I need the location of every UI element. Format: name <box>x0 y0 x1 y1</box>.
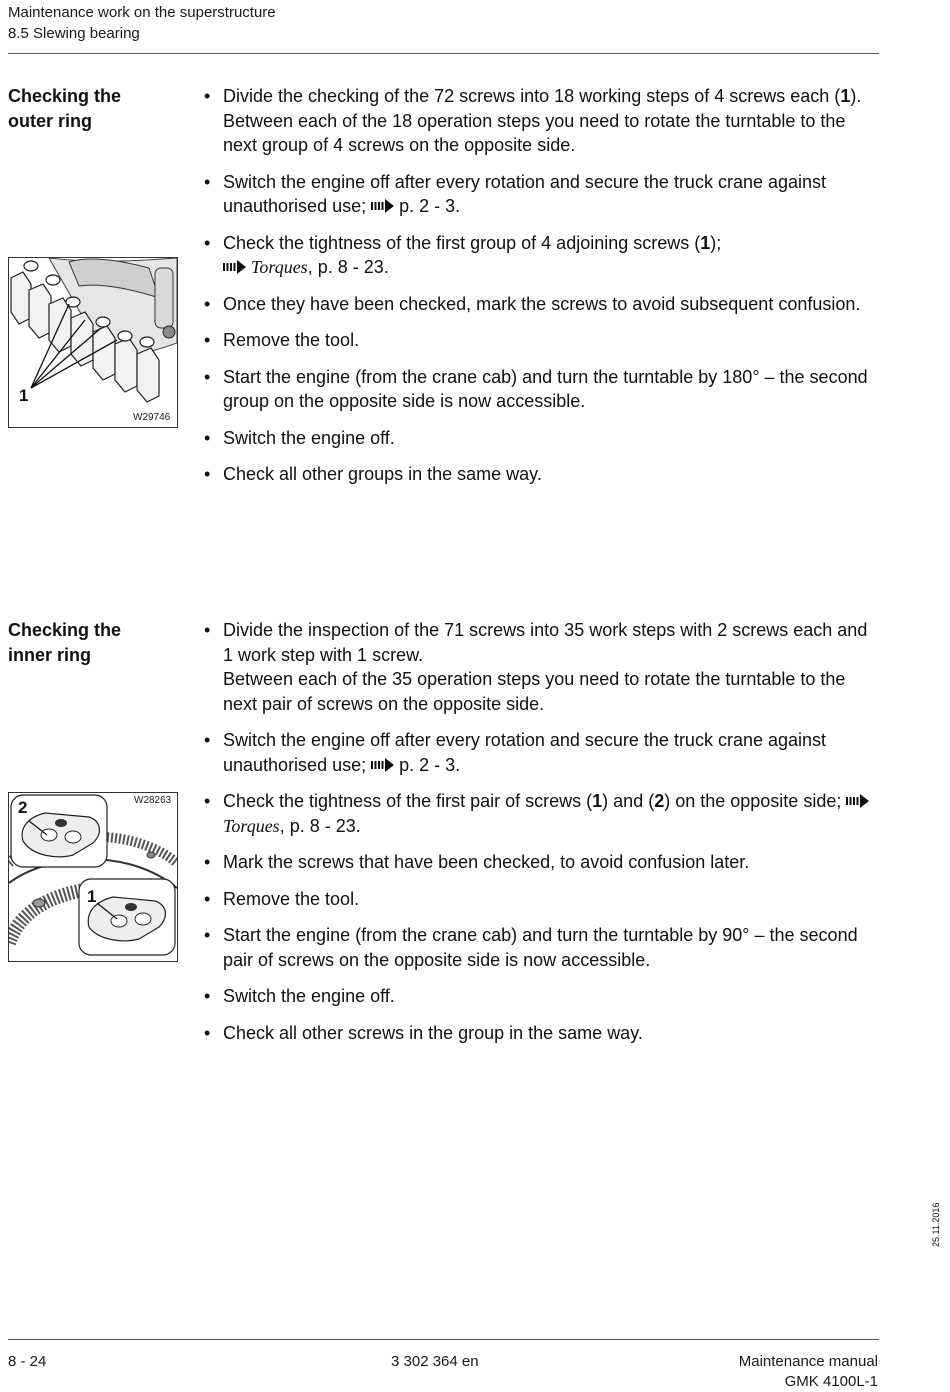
outer-ring-steps <box>202 84 882 499</box>
inner-callout-2: 2 <box>18 798 28 817</box>
inner-figure-code: W28263 <box>134 795 172 806</box>
list-item: • Switch the engine off after every rotation and secure the truck crane against unauthorised use; p. 2 - 3. <box>202 170 882 219</box>
inner-ring-heading: Checking the inner ring <box>8 620 122 665</box>
outer-ring-figure <box>8 257 178 428</box>
list-item: • Start the engine (from the crane cab) and turn the turntable by 90° – the second pair of screws on the opposite side is now accessible. <box>202 923 882 972</box>
outer-callout-1: 1 <box>19 386 29 405</box>
manual-title: Maintenance manual GMK 4100L-1 <box>738 1353 878 1390</box>
torques-reference-link[interactable]: Torques <box>251 257 308 277</box>
list-item: • Switch the engine off. <box>202 984 882 1009</box>
list-item: • Check the tightness of the first group of 4 adjoining screws (1); Torques, p. 8 - 23. <box>202 231 882 280</box>
outer-ring-heading: Checking the outer ring <box>8 86 122 131</box>
document-number: 3 302 364 en <box>391 1353 479 1370</box>
reference-arrow-icon <box>846 794 870 808</box>
list-item: • Check all other screws in the group in the same way. <box>202 1021 882 1046</box>
running-header <box>8 2 276 44</box>
inner-ring-steps <box>202 618 882 1057</box>
list-item: • Switch the engine off. <box>202 426 882 451</box>
list-item: • Remove the tool. <box>202 887 882 912</box>
list-item: • Start the engine (from the crane cab) and turn the turntable by 180° – the second group on the opposite side is now accessible. <box>202 365 882 414</box>
reference-arrow-icon <box>371 199 395 213</box>
page-number: 8 - 24 <box>8 1353 47 1370</box>
list-item: • Once they have been checked, mark the screws to avoid subsequent confusion. <box>202 292 882 317</box>
list-item: • Divide the checking of the 72 screws into 18 working steps of 4 screws each (1). Between each of the 18 operation steps you need to rotate the turntable to the next group of 4 screws on the opposite side. <box>202 84 882 158</box>
header-section: 8.5 Slewing bearing <box>8 25 140 42</box>
torques-reference-link[interactable]: Torques <box>223 815 280 836</box>
inner-callout-1: 1 <box>87 887 97 906</box>
outer-figure-code: W29746 <box>133 412 171 423</box>
reference-arrow-icon <box>223 260 247 274</box>
list-item: • Mark the screws that have been checked, to avoid confusion later. <box>202 850 882 875</box>
list-item: • Check the tightness of the first pair of screws (1) and (2) on the opposite side; Torques, p. 8 - 23. <box>202 789 882 838</box>
list-item: • Remove the tool. <box>202 328 882 353</box>
inner-ring-figure <box>8 792 178 962</box>
footer-rule <box>8 1339 879 1340</box>
header-rule <box>8 53 879 54</box>
inner-ring-illustration <box>9 793 177 961</box>
header-chapter: Maintenance work on the superstructure <box>8 4 276 21</box>
reference-arrow-icon <box>371 758 395 772</box>
outer-ring-illustration <box>9 258 177 427</box>
list-item: • Switch the engine off after every rotation and secure the truck crane against unauthorised use; p. 2 - 3. <box>202 728 882 777</box>
list-item: • Divide the inspection of the 71 screws into 35 work steps with 2 screws each and 1 work step with 1 screw. Between each of the 35 operation steps you need to rotate the turntable to the next pair of screws on the opposite side. <box>202 618 882 716</box>
list-item: • Check all other groups in the same way. <box>202 462 882 487</box>
